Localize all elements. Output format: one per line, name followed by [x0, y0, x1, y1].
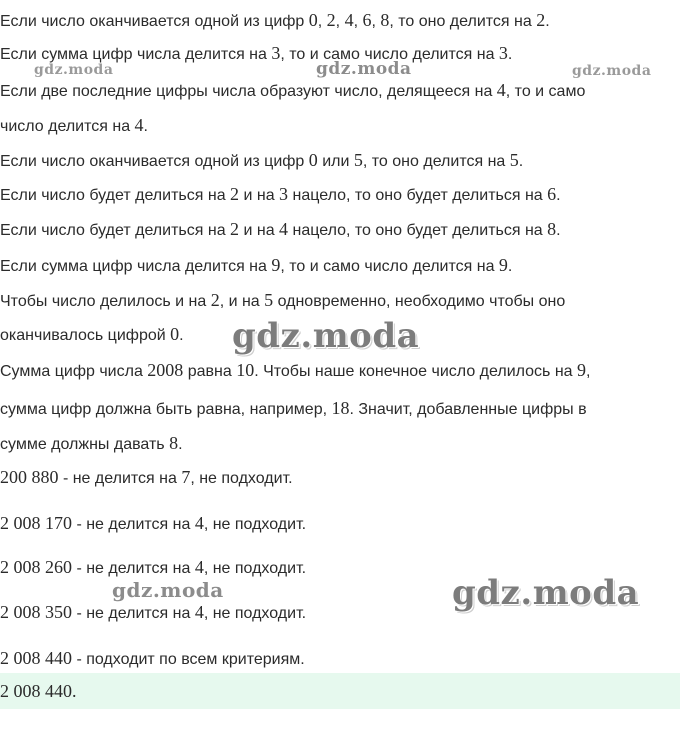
answer-value: 2 008 440.	[0, 681, 77, 701]
reasoning-line: Сумма цифр числа 2008 равна 10. Чтобы наше конечное число делилось на 9,	[0, 360, 591, 380]
check-line: 200 880 - не делится на 7, не подходит.	[0, 467, 293, 487]
check-line: 2 008 260 - не делится на 4, не подходит.	[0, 557, 307, 577]
rule-line: оканчивалось цифрой 0.	[0, 324, 184, 344]
watermark-logo: gdz.moda	[112, 578, 224, 602]
rule-line: Если две последние цифры числа образуют число, делящееся на 4, то и само	[0, 80, 586, 100]
reasoning-line: сумма цифр должна быть равна, например, 18. Значит, добавленные цифры в	[0, 398, 587, 418]
watermark-logo: gdz.moda	[452, 573, 640, 613]
rule-line: Если число оканчивается одной из цифр 0 или 5, то оно делится на 5.	[0, 150, 524, 170]
rule-line: число делится на 4.	[0, 115, 148, 135]
watermark-logo: gdz.moda	[316, 59, 412, 79]
rule-line: Если число будет делиться на 2 и на 3 нацело, то оно будет делиться на 6.	[0, 184, 561, 204]
rule-line: Если число оканчивается одной из цифр 0, 2, 4, 6, 8, то оно делится на 2.	[0, 10, 550, 30]
rule-line: Если число будет делиться на 2 и на 4 нацело, то оно будет делиться на 8.	[0, 219, 561, 239]
check-line: 2 008 170 - не делится на 4, не подходит.	[0, 513, 307, 533]
answer-box	[0, 673, 680, 709]
watermark-logo: gdz.moda	[34, 62, 114, 78]
reasoning-line: сумме должны давать 8.	[0, 433, 183, 453]
watermark-logo: gdz.moda	[572, 63, 652, 79]
check-line: 2 008 440 - подходит по всем критериям.	[0, 648, 305, 668]
rule-line: Если сумма цифр числа делится на 3, то и само число делится на 3.	[0, 43, 513, 63]
rule-line: Чтобы число делилось и на 2, и на 5 одновременно, необходимо чтобы оно	[0, 290, 566, 310]
watermark-logo: gdz.moda	[232, 316, 420, 356]
check-line: 2 008 350 - не делится на 4, не подходит.	[0, 602, 307, 622]
rule-line: Если сумма цифр числа делится на 9, то и само число делится на 9.	[0, 255, 513, 275]
